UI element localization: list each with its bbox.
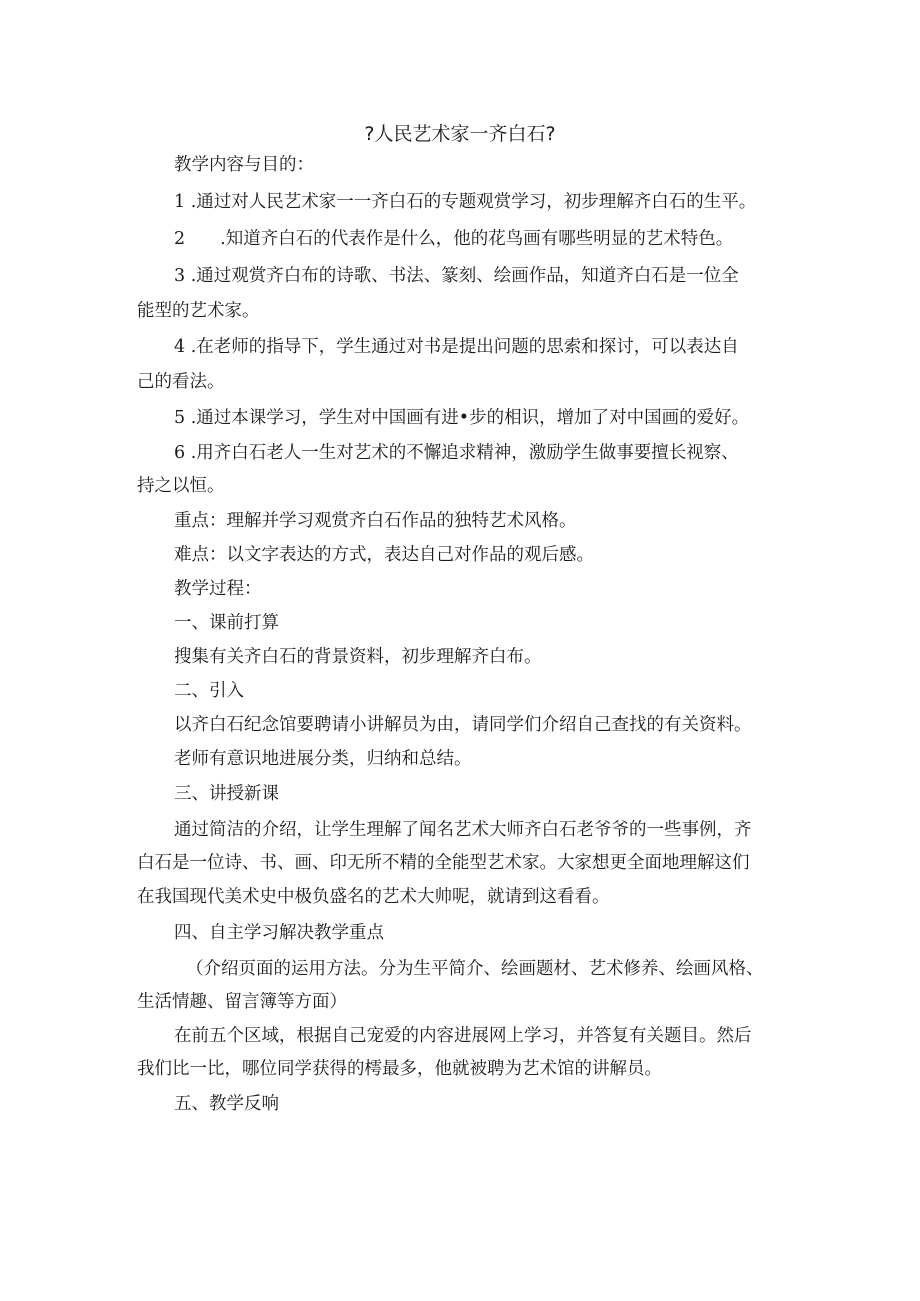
section-heading: 教学过程： [174,579,262,599]
difficulty-line: 难点：以文字表达的方式，表达自己对作品的观后感。 [174,545,594,565]
section-heading: 四、自主学习解决教学重点 [174,923,384,943]
paragraph-line: 教学内容与目的： [174,155,314,175]
paragraph-line: 持之以恒。 [137,476,225,496]
paragraph-line: 5 .通过本课学习，学生对中国画有进•步的相识，增加了对中国画的爱好。 [174,408,750,428]
paragraph-line: 在前五个区域，根据自己宠爱的内容进展网上学习，并答复有关题目。然后 [174,1026,752,1046]
paragraph-line: （介绍页面的运用方法。分为生平简介、绘画题材、艺术修养、绘画风格、 [186,959,764,979]
section-heading: 五、教学反响 [174,1094,279,1114]
document-title: ?人民艺术家一齐白石? [364,123,556,145]
paragraph-line: 4 .在老师的指导下，学生通过对书是提出问题的思索和探讨，可以表达自 [174,337,739,357]
paragraph-line: 6 .用齐白石老人一生对艺术的不懈追求精神，激励学生做事要擅长视察、 [174,443,739,463]
paragraph-line: 生活情趣、留言簿等方面） [137,992,347,1012]
paragraph-line: 1 .通过对人民艺术家一一齐白石的专题观赏学习，初步理解齐白石的生平。 [174,192,757,212]
paragraph-line: 通过简洁的介绍，让学生理解了闻名艺术大师齐白石老爷爷的一些事例，齐 [174,820,752,840]
paragraph-line: 2 .知道齐白石的代表作是什么，他的花鸟画有哪些明显的艺术特色。 [174,229,734,249]
paragraph-line: 白石是一位诗、书、画、印无所不精的全能型艺术家。大家想更全面地理解这们 [137,853,750,873]
section-heading: 二、引入 [174,681,244,701]
paragraph-line: 我们比一比，哪位同学获得的樗最多，他就被聘为艺术馆的讲解员。 [137,1059,662,1079]
paragraph-line: 能型的艺术家。 [137,301,260,321]
paragraph-line: 搜集有关齐白石的背景资料，初步理解齐白布。 [174,647,542,667]
paragraph-line: 己的看法。 [137,372,225,392]
section-heading: 三、讲授新课 [174,784,279,804]
paragraph-line: 在我国现代美术史中极负盛名的艺术大帅呢，就请到这看看。 [137,887,610,907]
key-point-line: 重点：理解并学习观赏齐白石作品的独特艺术风格。 [174,511,577,531]
section-heading: 一、课前打算 [174,613,279,633]
paragraph-line: 以齐白石纪念馆要聘请小讲解员为由，请同学们介绍自己查找的有关资料。 [174,715,752,735]
paragraph-line: 3 .通过观赏齐白布的诗歌、书法、篆刻、绘画作品，知道齐白石是一位全 [174,266,739,286]
paragraph-line: 老师有意识地进展分类，归纳和总结。 [174,749,472,769]
